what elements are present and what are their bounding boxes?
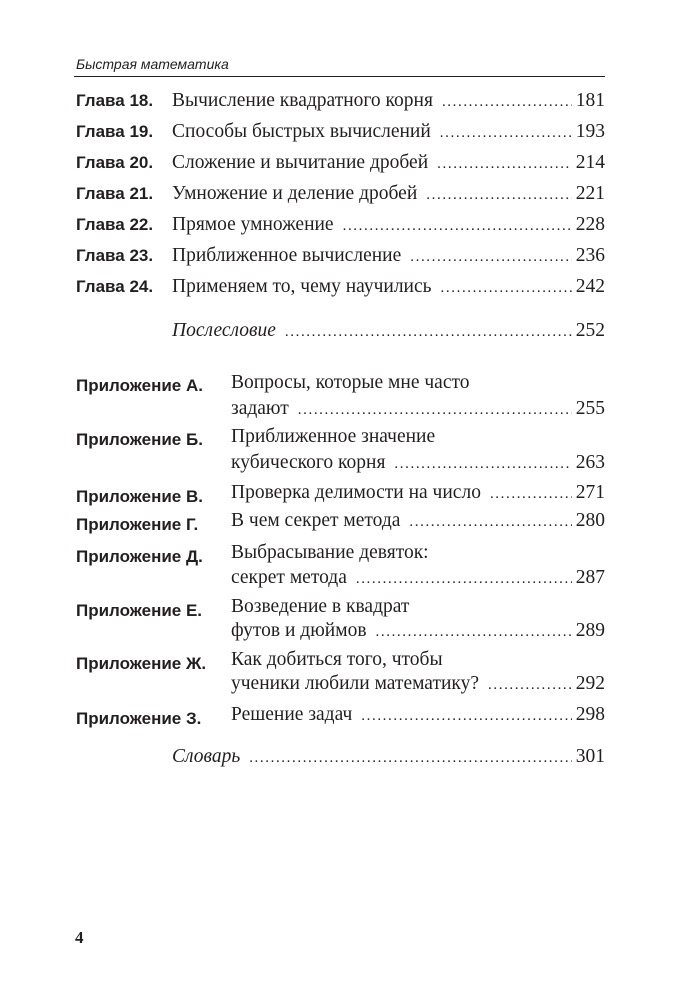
appendix-title: задают	[231, 398, 289, 419]
appendix-title: Решение задач	[231, 704, 353, 725]
appendix-label: Приложение З.	[76, 709, 202, 728]
toc-entry-appendix-v[interactable]	[231, 482, 605, 504]
dot-leader	[442, 94, 572, 111]
appendix-label: Приложение Б.	[76, 430, 203, 449]
dot-leader	[394, 456, 571, 473]
page-number: 228	[575, 214, 605, 235]
dot-leader	[356, 571, 572, 588]
chapter-label: Глава 18.	[76, 91, 154, 110]
dot-leader	[376, 624, 572, 641]
appendix-title: футов и дюймов	[231, 620, 367, 641]
page-number: 280	[575, 510, 605, 531]
toc-entry-appendix-e[interactable]	[231, 620, 605, 642]
appendix-title: Проверка делимости на число	[231, 482, 481, 503]
chapter-title: Прямое умножение	[172, 214, 334, 235]
chapter-label: Глава 21.	[76, 184, 154, 203]
appendix-label: Приложение Д.	[76, 547, 203, 566]
dot-leader	[361, 708, 571, 725]
chapter-label: Глава 19.	[76, 122, 154, 141]
toc-entry-chapter-22[interactable]	[76, 214, 605, 236]
appendix-title-line: Как добиться того, чтобы	[231, 649, 443, 670]
toc-entry-chapter-18[interactable]	[76, 90, 605, 112]
appendix-title: секрет метода	[231, 567, 347, 588]
dot-leader	[409, 514, 571, 531]
dot-leader	[441, 280, 572, 297]
dot-leader	[298, 402, 572, 419]
appendix-title: В чем секрет метода	[231, 510, 401, 531]
afterword-title: Послесловие	[172, 320, 276, 341]
page-number: 263	[575, 452, 605, 473]
appendix-title-line: Возведение в квадрат	[231, 596, 410, 617]
page-number: 214	[575, 152, 605, 173]
appendix-label: Приложение Г.	[76, 515, 199, 534]
appendix-label: Приложение Ж.	[76, 654, 207, 673]
header-rule	[74, 76, 605, 77]
toc-entry-chapter-20[interactable]	[76, 152, 605, 174]
page-number: 252	[575, 320, 605, 341]
dot-leader	[426, 187, 571, 204]
page-number: 193	[575, 121, 605, 142]
chapter-title: Способы быстрых вычислений	[172, 121, 431, 142]
toc-entry-glossary[interactable]	[172, 746, 605, 768]
toc-entry-chapter-23[interactable]	[76, 245, 605, 267]
page-number: 242	[575, 276, 605, 297]
chapter-title: Применяем то, чему научились	[172, 276, 432, 297]
toc-entry-appendix-zh[interactable]	[231, 673, 605, 695]
appendix-label: Приложение В.	[76, 487, 203, 506]
folio-page-number: 4	[75, 928, 84, 947]
dot-leader	[343, 218, 572, 235]
toc-entry-afterword[interactable]	[172, 320, 605, 342]
page-number: 301	[575, 746, 605, 767]
chapter-title: Приближенное вычисление	[172, 245, 402, 266]
dot-leader	[440, 125, 572, 142]
chapter-label: Глава 22.	[76, 215, 154, 234]
toc-entry-chapter-24[interactable]	[76, 276, 605, 298]
running-header: Быстрая математика	[76, 56, 229, 72]
dot-leader	[410, 249, 572, 266]
page-number: 289	[575, 620, 605, 641]
appendix-title-line: Выбрасывание девяток:	[231, 542, 429, 563]
appendix-title: ученики любили математику?	[231, 673, 480, 694]
chapter-label: Глава 24.	[76, 277, 154, 296]
chapter-title: Умножение и деление дробей	[172, 183, 418, 204]
page-number: 236	[575, 245, 605, 266]
page-number: 292	[575, 673, 605, 694]
dot-leader	[285, 324, 572, 341]
dot-leader	[490, 486, 572, 503]
appendix-label: Приложение Е.	[76, 601, 203, 620]
page-number: 221	[575, 183, 605, 204]
toc-entry-appendix-g[interactable]	[231, 510, 605, 532]
toc-entry-chapter-19[interactable]	[76, 121, 605, 143]
appendix-title: кубического корня	[231, 452, 386, 473]
appendix-title-line: Вопросы, которые мне часто	[231, 372, 470, 393]
page-number: 255	[575, 398, 605, 419]
chapter-title: Сложение и вычитание дробей	[172, 152, 429, 173]
page-number: 181	[575, 90, 605, 111]
toc-entry-chapter-21[interactable]	[76, 183, 605, 205]
page-number: 271	[575, 482, 605, 503]
dot-leader	[437, 156, 572, 173]
dot-leader	[488, 677, 572, 694]
toc-entry-appendix-b[interactable]	[231, 452, 605, 474]
dot-leader	[249, 750, 572, 767]
appendix-label: Приложение А.	[76, 376, 203, 395]
toc-entry-appendix-d[interactable]	[231, 567, 605, 589]
glossary-title: Словарь	[172, 746, 241, 767]
appendix-title-line: Приближенное значение	[231, 426, 436, 447]
page-number: 298	[575, 704, 605, 725]
chapter-label: Глава 20.	[76, 153, 154, 172]
page-number: 287	[575, 567, 605, 588]
chapter-title: Вычисление квадратного корня	[172, 90, 433, 111]
toc-entry-appendix-z[interactable]	[231, 704, 605, 726]
toc-entry-appendix-a[interactable]	[231, 398, 605, 420]
chapter-label: Глава 23.	[76, 246, 154, 265]
